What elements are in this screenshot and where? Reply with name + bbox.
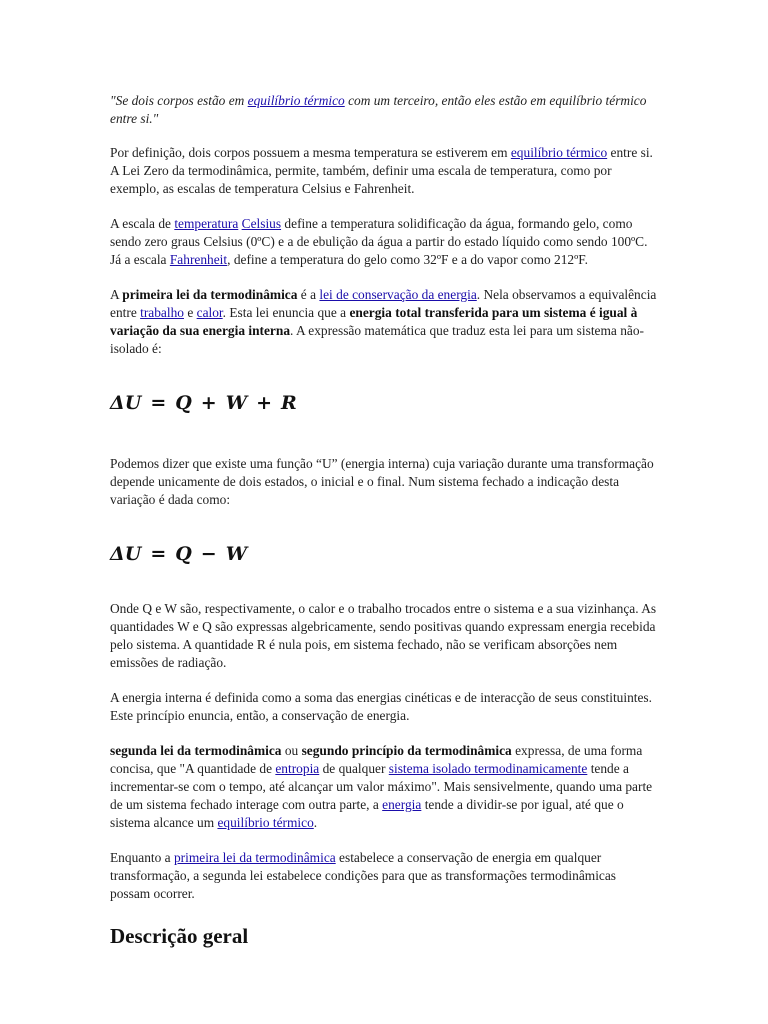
link-trabalho[interactable]: trabalho	[140, 305, 184, 320]
link-equilibrio-termico-2[interactable]: equilíbrio térmico	[510, 145, 608, 160]
section-heading: Descrição geral	[110, 924, 249, 948]
paragraph-first-law: A primeira lei da termodinâmica é a lei de conservação da energia. Nela observamos a equivalência entre trabalho e calor. Esta lei enuncia que a energia total transferida para um sistema é igual à variação da sua energia interna. A expressão matemática que traduz esta lei para um sistema não-isolado é:	[110, 287, 657, 356]
link-lei-conservacao-energia[interactable]: lei de conservação da energia	[319, 287, 477, 302]
formula-first-law: ΔU = Q + W + R	[110, 392, 297, 414]
link-equilibrio-termico-3[interactable]: equilíbrio térmico	[217, 815, 314, 830]
link-celsius[interactable]: Celsius	[241, 216, 282, 231]
link-temperatura[interactable]: temperatura	[174, 216, 239, 231]
paragraph-temperature-scales: A escala de temperatura Celsius define a temperatura solidificação da água, formando gelo, como sendo zero graus Celsius (0ºC) e a de ebulição da água a partir do estado líquido como sendo 100ºC. Já a escala Fahrenheit, define a temperatura do gelo como 32ºF e a do vapor como 212ºF.	[110, 216, 648, 267]
paragraph-q-and-w: Onde Q e W são, respectivamente, o calor e o trabalho trocados entre o sistema e a sua vizinhança. As quantidades W e Q são expressas algebricamente, sendo positivas quando expressam energia recebida pelo sistema. A quantidade R é nula pois, em sistema fechado, não se verificam absorções nem emissões de radiação.	[110, 601, 657, 670]
formula-closed-system: ΔU = Q − W	[110, 543, 248, 565]
paragraph-second-law: segunda lei da termodinâmica ou segundo princípio da termodinâmica expressa, de uma forma concisa, que "A quantidade de entropia de qualquer sistema isolado termodinamicamente tende a incrementar-se com o tempo, até alcançar um valor máximo". Mais sensivelmente, quando uma parte de um sistema fechado interage com outra parte, a energia tende a dividir-se por igual, até que o sistema alcance um equilíbrio térmico.	[110, 743, 653, 830]
link-energia[interactable]: energia	[382, 797, 422, 812]
link-entropia[interactable]: entropia	[275, 761, 320, 776]
document-page	[110, 92, 658, 949]
link-calor[interactable]: calor	[196, 305, 223, 320]
link-primeira-lei[interactable]: primeira lei da termodinâmica	[173, 850, 336, 865]
paragraph-definition: Por definição, dois corpos possuem a mesma temperatura se estiverem em equilíbrio térmico entre si. A Lei Zero da termodinâmica, permite, também, definir uma escala de temperatura, como por exemplo, as escalas de temperatura Celsius e Fahrenheit.	[110, 145, 653, 196]
paragraph-first-vs-second-law: Enquanto a primeira lei da termodinâmica estabelece a conservação de energia em qualquer transformação, a segunda lei estabelece condições para que as transformações termodinâmicas possam ocorrer.	[110, 850, 617, 901]
link-equilibrio-termico[interactable]: equilíbrio térmico	[247, 93, 345, 108]
paragraph-internal-energy-definition: A energia interna é definida como a soma das energias cinéticas e de interacção de seus constituintes. Este princípio enuncia, então, a conservação de energia.	[110, 690, 652, 723]
link-fahrenheit[interactable]: Fahrenheit	[169, 252, 228, 267]
link-sistema-isolado[interactable]: sistema isolado termodinamicamente	[388, 761, 588, 776]
quote-paragraph: "Se dois corpos estão em equilíbrio térmico com um terceiro, então eles estão em equilíbrio térmico entre si."	[110, 93, 647, 126]
paragraph-internal-energy-function: Podemos dizer que existe uma função “U” (energia interna) cuja variação durante uma transformação depende unicamente de dois estados, o inicial e o final. Num sistema fechado a indicação desta variação é dada como:	[110, 456, 654, 507]
